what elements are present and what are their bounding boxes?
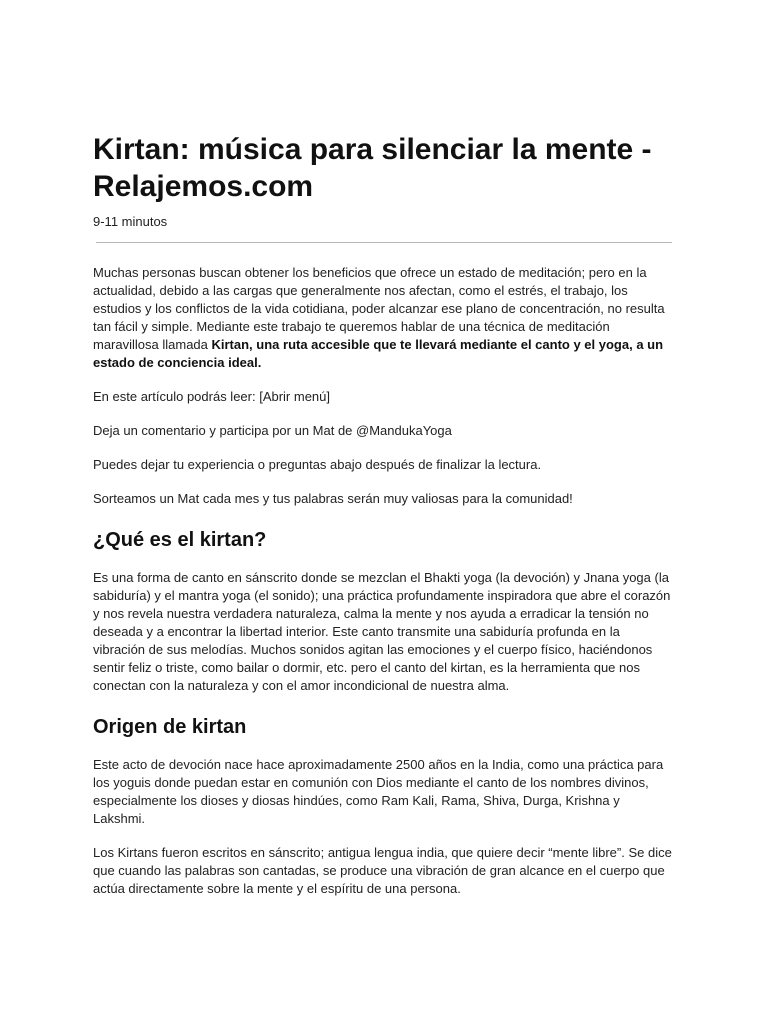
toc-line: En este artículo podrás leer: [Abrir menú]: [93, 389, 331, 404]
article-body: [93, 264, 675, 914]
section-heading-origin: Origen de kirtan: [93, 716, 247, 738]
article-title: Kirtan: música para silenciar la mente - Relajemos.com: [93, 133, 652, 203]
intro-paragraph: [93, 264, 675, 372]
title-divider: [96, 242, 672, 243]
section-heading-what-is-kirtan: ¿Qué es el kirtan?: [93, 529, 267, 551]
intro-bold-text: Kirtan, una ruta accesible que te llevará mediante el canto y el yoga, a un estado de conciencia ideal.: [93, 337, 664, 370]
section-paragraph-what-is-kirtan: Es una forma de canto en sánscrito donde se mezclan el Bhakti yoga (la devoción) y Jnana yoga (la sabiduría) y el mantra yoga (el sonido); una práctica profundamente inspiradora que abre el corazón y nos revela nuestra verdadera naturaleza, calma la mente y nos ayuda a erradicar la tensión no deseada y a encontrar la libertad interior. Este canto transmite una sabiduría profunda en la vibración de sus melodías. Muchos sonidos agitan las emociones y el cuerpo físico, haciéndonos sentir feliz o triste, como bailar o dormir, etc. pero el canto del kirtan, es la herramienta que nos conectan con la naturaleza y con el amor incondicional de nuestra alma.: [93, 570, 671, 693]
giveaway-note: Sorteamos un Mat cada mes y tus palabras serán muy valiosas para la comunidad!: [93, 491, 573, 506]
intro-text: Muchas personas buscan obtener los beneficios que ofrece un estado de meditación; pero en la actualidad, debido a las cargas que generalmente nos afectan, como el estrés, el trabajo, los estudios y los conflictos de la vida cotidiana, poder alcanzar ese plano de concentración, no resulta tan fácil y simple. Mediante este trabajo te queremos hablar de una técnica de meditación maravillosa llamada: [93, 265, 665, 352]
reading-time: 9-11 minutos: [93, 214, 168, 229]
section-paragraph-origin-2: Los Kirtans fueron escritos en sánscrito; antigua lengua india, que quiere decir “mente libre”. Se dice que cuando las palabras son cantadas, se produce una vibración de gran alcance en el cuerpo que actúa directamente sobre la mente y el espíritu de una persona.: [93, 845, 672, 896]
experience-invite: Puedes dejar tu experiencia o preguntas abajo después de finalizar la lectura.: [93, 457, 542, 472]
comment-invite: Deja un comentario y participa por un Mat de @MandukaYoga: [93, 423, 452, 438]
section-paragraph-origin-1: Este acto de devoción nace hace aproximadamente 2500 años en la India, como una práctica para los yoguis donde puedan estar en comunión con Dios mediante el canto de los nombres divinos, especialmente los dioses y diosas hindúes, como Ram Kali, Rama, Shiva, Durga, Krishna y Lakshmi.: [93, 757, 664, 826]
